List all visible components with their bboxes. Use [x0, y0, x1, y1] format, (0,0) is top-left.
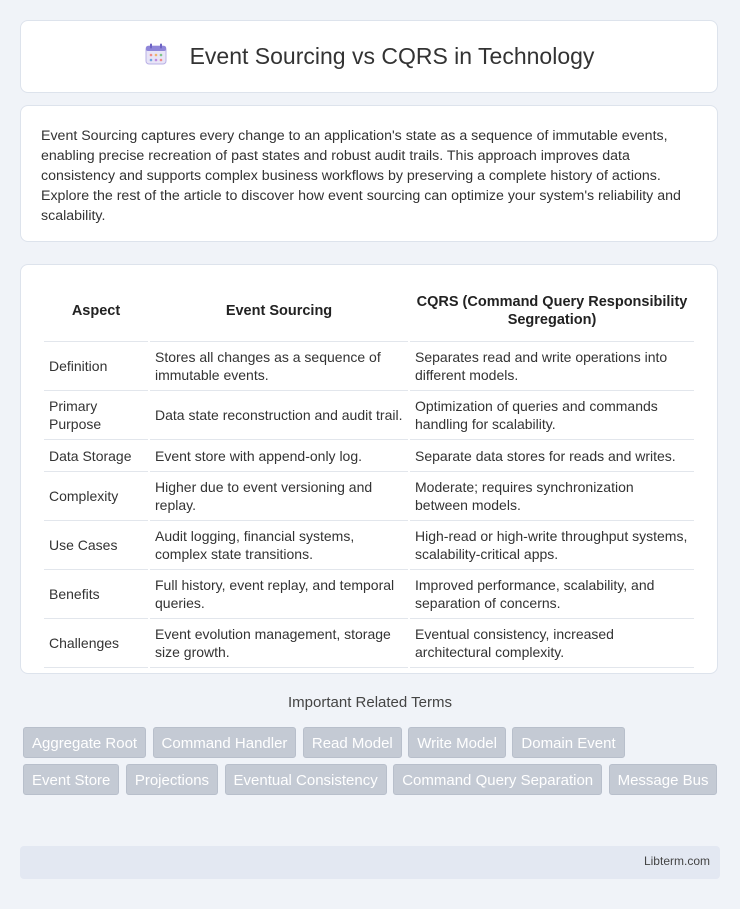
- cell-cqrs: Separate data stores for reads and writes.: [410, 440, 694, 472]
- table-row: [44, 619, 694, 668]
- title-wrap: [144, 42, 595, 71]
- tag-projections[interactable]: Projections: [126, 764, 218, 795]
- footer-site-link[interactable]: Libterm.com: [643, 854, 710, 868]
- cell-aspect: Primary Purpose: [44, 391, 148, 440]
- cell-event-sourcing: Data state reconstruction and audit trail.: [150, 391, 408, 440]
- tag-command-query-separation[interactable]: Command Query Separation: [393, 764, 602, 795]
- table-row: [44, 521, 694, 570]
- table-row: [44, 472, 694, 521]
- cell-aspect: Benefits: [44, 570, 148, 619]
- header-aspect: Aspect: [44, 281, 148, 342]
- cell-event-sourcing: Full history, event replay, and temporal queries.: [150, 570, 408, 619]
- comparison-table: [42, 281, 696, 668]
- cell-cqrs: Improved performance, scalability, and separation of concerns.: [410, 570, 694, 619]
- tag-domain-event[interactable]: Domain Event: [512, 727, 624, 758]
- cell-aspect: Challenges: [44, 619, 148, 668]
- header-cqrs: CQRS (Command Query Responsibility Segregation): [410, 281, 694, 342]
- tag-eventual-consistency[interactable]: Eventual Consistency: [225, 764, 387, 795]
- cell-aspect: Complexity: [44, 472, 148, 521]
- tag-aggregate-root[interactable]: Aggregate Root: [23, 727, 146, 758]
- cell-aspect: Use Cases: [44, 521, 148, 570]
- cell-aspect: Data Storage: [44, 440, 148, 472]
- table-row: [44, 570, 694, 619]
- intro-card: [20, 105, 718, 242]
- cell-event-sourcing: Event evolution management, storage size growth.: [150, 619, 408, 668]
- related-terms-list: [23, 727, 723, 801]
- cell-cqrs: Eventual consistency, increased architectural complexity.: [410, 619, 694, 668]
- tag-command-handler[interactable]: Command Handler: [153, 727, 297, 758]
- calendar-icon: [144, 42, 168, 71]
- cell-cqrs: Moderate; requires synchronization between models.: [410, 472, 694, 521]
- cell-cqrs: Optimization of queries and commands handling for scalability.: [410, 391, 694, 440]
- cell-aspect: Definition: [44, 342, 148, 391]
- tag-write-model[interactable]: Write Model: [408, 727, 506, 758]
- tag-read-model[interactable]: Read Model: [303, 727, 402, 758]
- table-row: [44, 440, 694, 472]
- tag-message-bus[interactable]: Message Bus: [609, 764, 718, 795]
- header-card: [20, 20, 718, 93]
- intro-text: Event Sourcing captures every change to an application's state as a sequence of immutable events, enabling precise recreation of past states and robust audit trails. This approach improves data consistency and supports complex business workflows by preserving a complete history of actions. Explore the rest of the article to discover how event sourcing can optimize your system's reliability and scalability.: [41, 128, 681, 224]
- cell-cqrs: Separates read and write operations into different models.: [410, 342, 694, 391]
- comparison-table-card: [20, 264, 718, 674]
- page-title: Event Sourcing vs CQRS in Technology: [189, 43, 595, 69]
- related-terms-title: Important Related Terms: [288, 694, 452, 711]
- table-row: [44, 342, 694, 391]
- table-row: [44, 391, 694, 440]
- footer: [20, 846, 720, 879]
- cell-event-sourcing: Event store with append-only log.: [150, 440, 408, 472]
- cell-cqrs: High-read or high-write throughput systems, scalability-critical apps.: [410, 521, 694, 570]
- tag-event-store[interactable]: Event Store: [23, 764, 119, 795]
- cell-event-sourcing: Stores all changes as a sequence of immutable events.: [150, 342, 408, 391]
- cell-event-sourcing: Audit logging, financial systems, complex state transitions.: [150, 521, 408, 570]
- cell-event-sourcing: Higher due to event versioning and replay.: [150, 472, 408, 521]
- header-event-sourcing: Event Sourcing: [150, 281, 408, 342]
